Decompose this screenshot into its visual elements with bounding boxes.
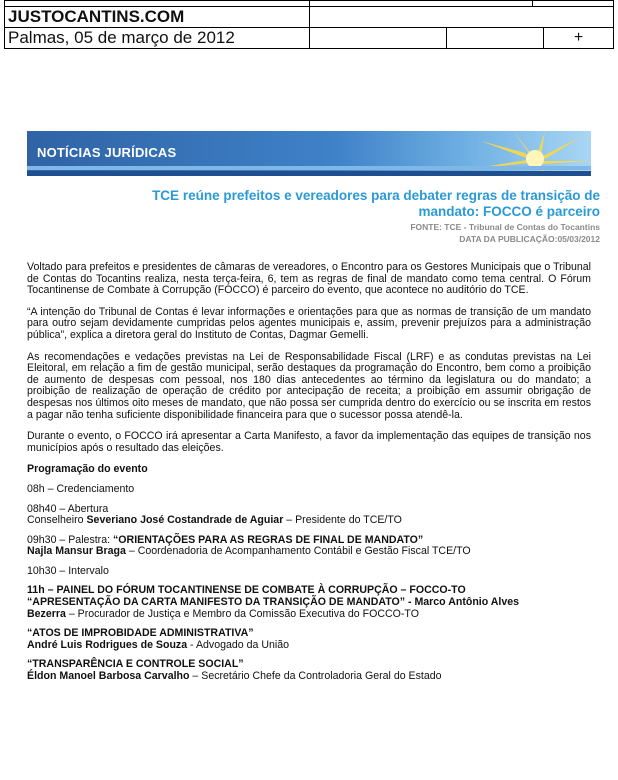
section-banner — [27, 131, 591, 176]
clipping-date-row — [5, 28, 614, 49]
paragraph: “A intenção do Tribunal de Contas é levar informações e orientações para que as normas de transição de um mandato para outro sejam devidamente cumpridas pelos agentes municipais e, assim, prevenir prejuízos para a administração pública”, explica a diretora geral do Instituto de Contas, Dagmar Gemelli. — [27, 305, 591, 341]
program-title: Programação do evento — [27, 463, 148, 476]
paragraph: Voltado para prefeitos e presidentes de câmaras de vereadores, o Encontro para os Gestores Municipais que o Tribunal de Contas do Tocantins realiza, nesta terça-feira, 6, tem as regras de final de mandato como tema central. O Fórum Tocantinense de Combate à Corrupção (FOCCO) é parceiro do evento, que acontece no auditório do TCE. — [27, 261, 591, 297]
banner-title: NOTÍCIAS JURÍDICAS — [37, 145, 177, 160]
program-item: 08h40 – Abertura Conselheiro Severiano José Costandrade de Aguiar – Presidente do TCE/TO — [27, 502, 402, 527]
paragraph: As recomendações e vedações previstas na Lei de Responsabilidade Fiscal (LRF) e as condutas previstas na Lei Eleitoral, em relação a fim de gestão municipal, serão destaques da programação do Encontro, bem como a proibição de aumento de despesas com pessoal, nos 180 dias antecedentes ao término da legislatura ou do mandato; a proibição de realização de operação de crédito por antecipação de receita; a proibição em assumir obrigação de despesas nos últimos oito meses de mandato, que não possa ser cumprida dentro do exercício ou se inscrita em restos a pagar não tenha suficiente disponibilidade financeira para que o sucessor possa atendê-la. — [27, 350, 591, 421]
program-item: “ATOS DE IMPROBIDADE ADMINISTRATIVA” André Luis Rodrigues de Souza - Advogado da União — [27, 627, 290, 651]
article-body — [27, 262, 591, 691]
clipping-date: Palmas, 05 de março de 2012 — [5, 28, 310, 49]
program-item: 08h – Credenciamento — [27, 482, 135, 495]
clipping-source-row — [5, 7, 614, 28]
clipping-header — [4, 0, 614, 49]
article-source: FONTE: TCE - Tribunal de Contas do Tocantins — [410, 222, 600, 232]
program-item: “TRANSPARÊNCIA E CONTROLE SOCIAL” Éldon Manoel Barbosa Carvalho – Secretário Chefe da Controladoria Geral do Estado — [27, 658, 442, 683]
program-item: 10h30 – Intervalo — [27, 564, 109, 577]
publication-date: DATA DA PUBLICAÇÃO:05/03/2012 — [459, 234, 600, 244]
program-item: 09h30 – Palestra: “ORIENTAÇÕES PARA AS REGRAS DE FINAL DE MANDATO” Najla Mansur Braga – Coordenadoria de Acompanhamento Contábil e Gestão Fiscal TCE/TO — [27, 533, 471, 558]
article-headline: TCE reúne prefeitos e vereadores para debater regras de transição de mandato: FOCCO é parceiro — [152, 188, 600, 219]
clipping-source: JUSTOCANTINS.COM — [5, 7, 310, 28]
paragraph: Durante o evento, o FOCCO irá apresentar a Carta Manifesto, a favor da implementação das equipes de transição nos municípios após o resultado das eleições. — [27, 430, 591, 454]
program-item: 11h – PAINEL DO FÓRUM TOCANTINENSE DE COMBATE À CORRUPÇÃO – FOCCO-TO “APRESENTAÇÃO DA CARTA MANIFESTO DA TRANSIÇÃO DE MANDATO” - Marco Antônio Alves Bezerra – Procurador de Justiça e Membro da Comissão Executiva do FOCCO-TO — [27, 584, 520, 620]
clipping-plus: + — [573, 29, 584, 46]
